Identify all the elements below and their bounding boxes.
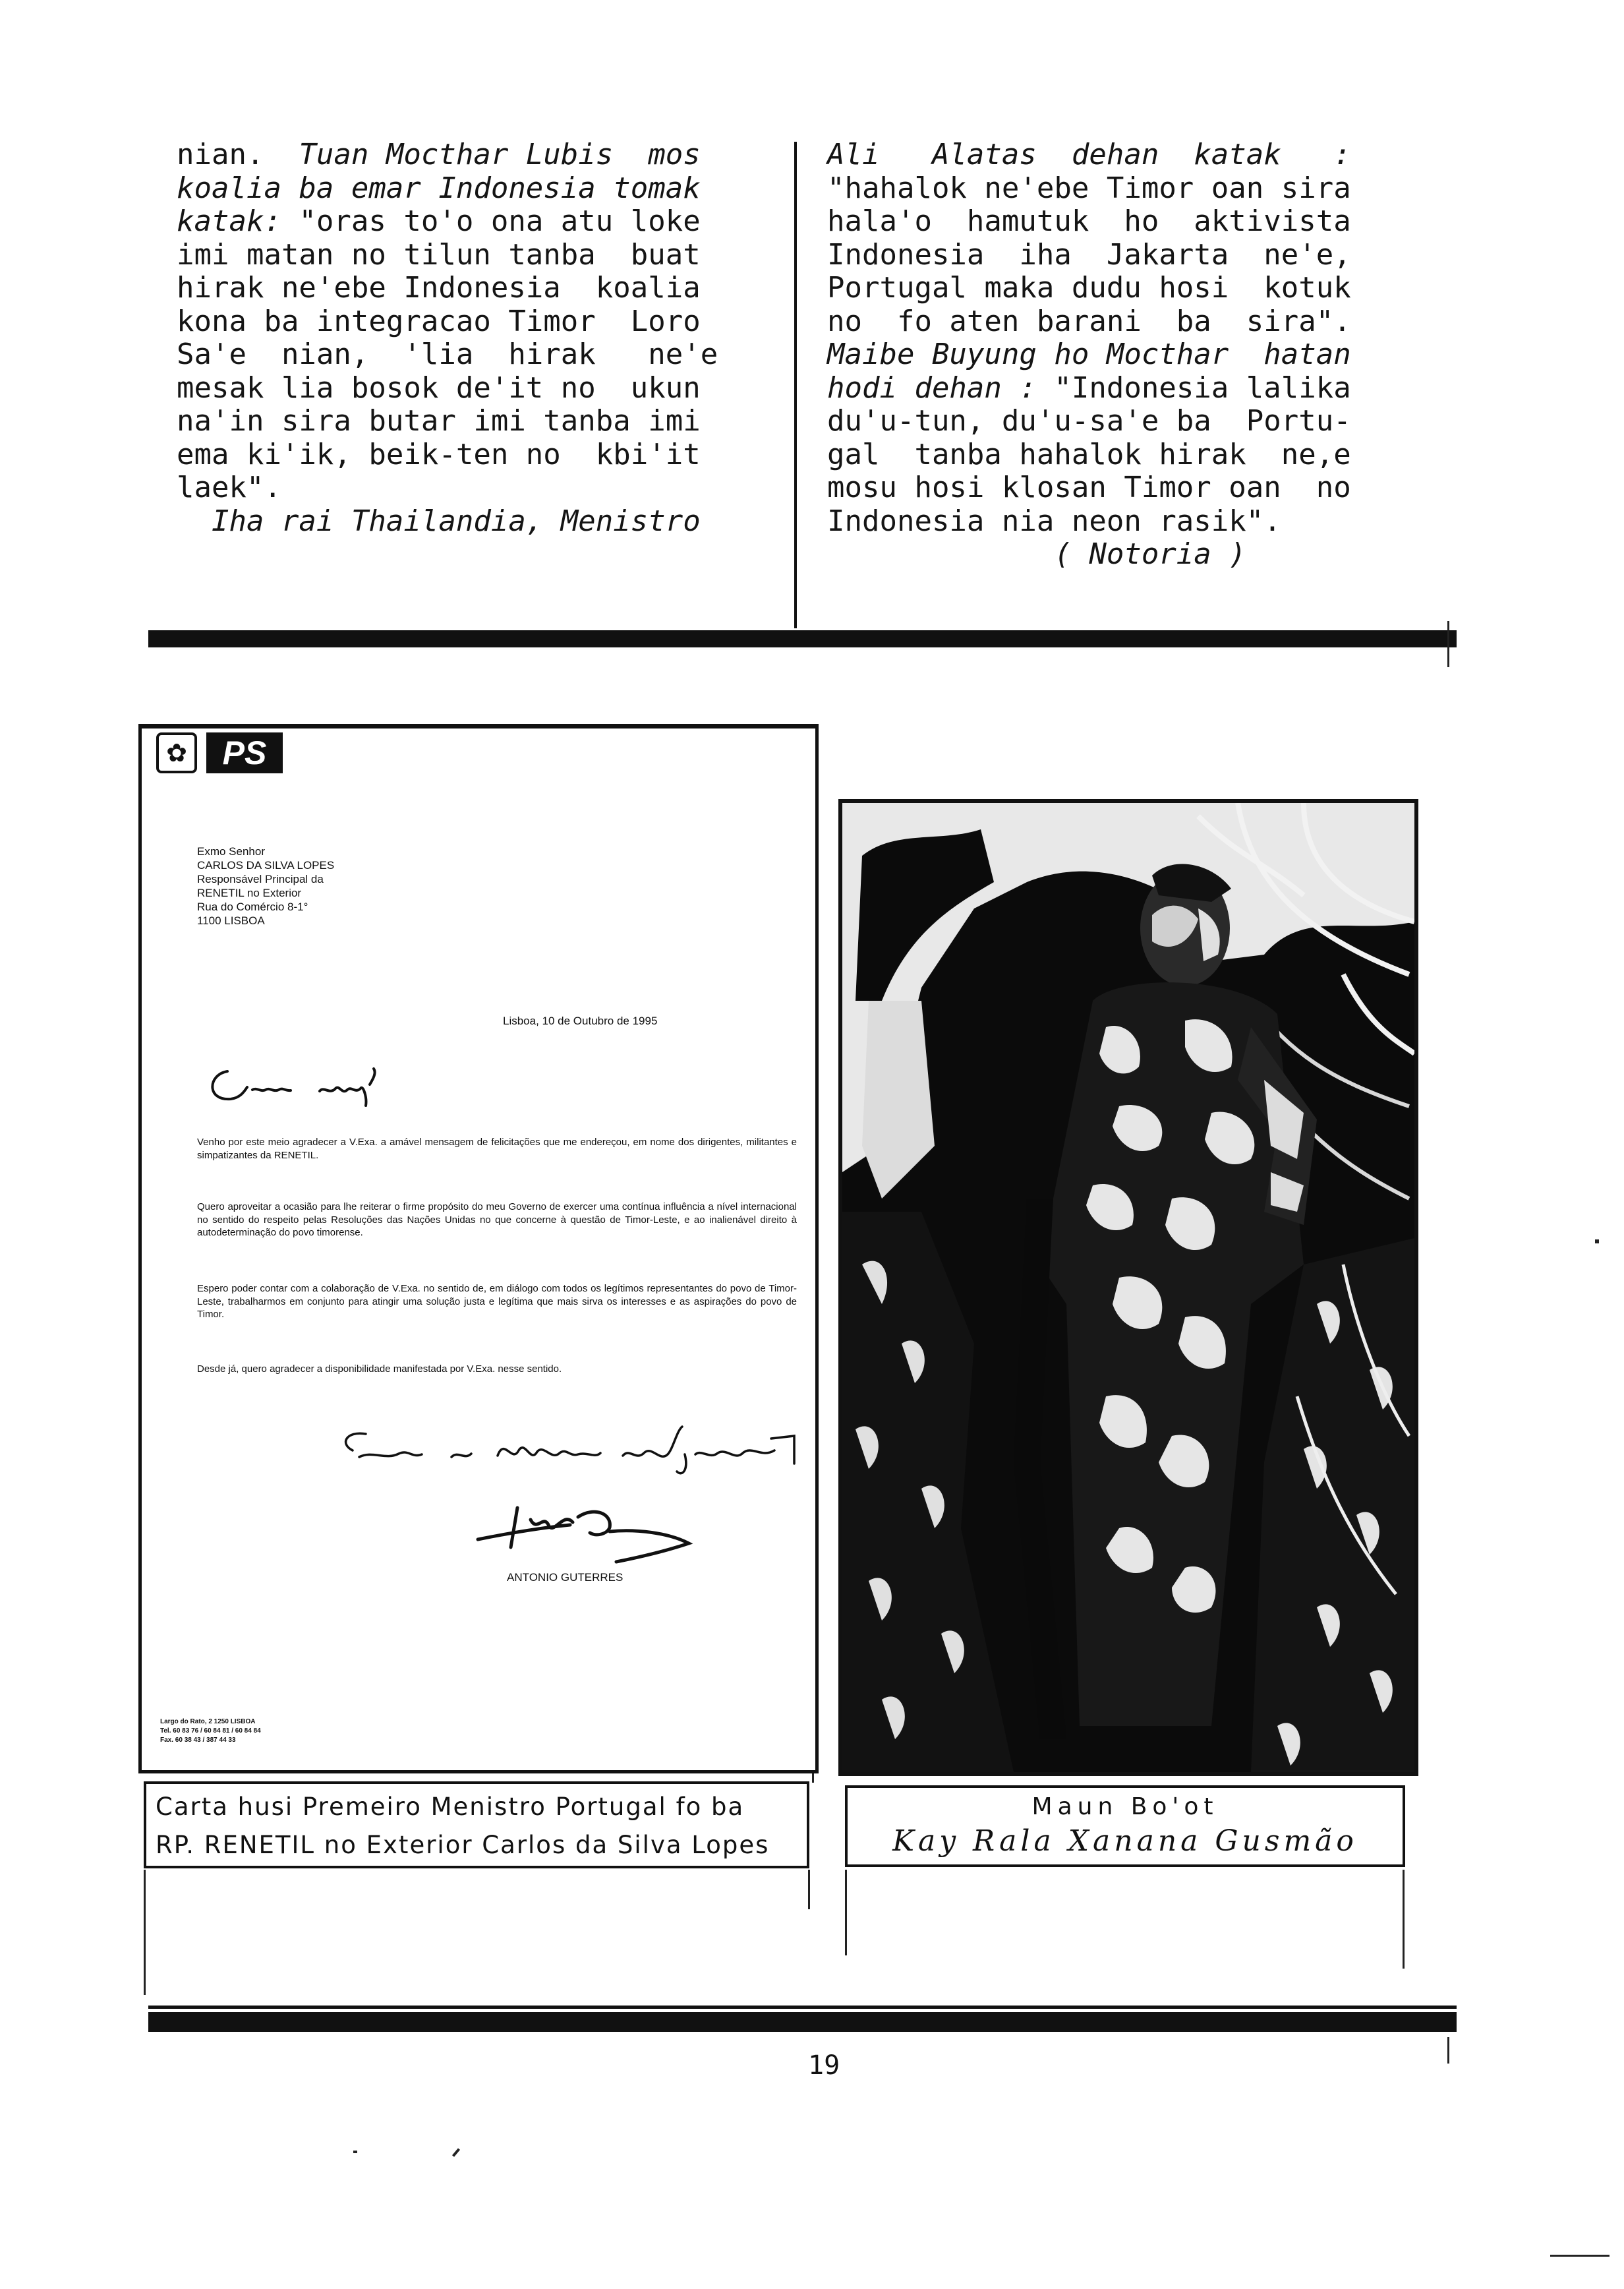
article-left-column xyxy=(177,138,718,538)
party-logo xyxy=(156,732,288,773)
scan-speck xyxy=(1550,2255,1610,2257)
footer-line: Tel. 60 83 76 / 60 84 81 / 60 84 84 xyxy=(160,1727,261,1735)
article-line: du'u-tun, du'u-sa'e ba Portu- xyxy=(827,404,1351,438)
footer-line: Fax. 60 38 43 / 387 44 33 xyxy=(160,1737,236,1744)
article-line: hodi dehan : "Indonesia lalika xyxy=(827,371,1351,405)
article-line: mosu hosi klosan Timor oan no xyxy=(827,471,1351,504)
article-line: ( Notoria ) xyxy=(827,537,1246,571)
xanana-gusmao-photo xyxy=(838,799,1418,1776)
article-line: hala'o hamutuk ho aktivista xyxy=(827,204,1351,238)
article-line: Maibe Buyung ho Mocthar hatan xyxy=(827,338,1351,371)
frame-line xyxy=(812,1773,814,1783)
article-right-column xyxy=(827,138,1351,572)
top-divider-bar xyxy=(148,630,1457,647)
address-line: CARLOS DA SILVA LOPES xyxy=(197,859,335,872)
photo-image xyxy=(842,803,1414,1772)
article-line: gal tanba hahalok hirak ne,e xyxy=(827,437,1351,471)
handwritten-closing xyxy=(339,1424,801,1477)
page-number: 19 xyxy=(808,2050,840,2081)
caption-line: Carta husi Premeiro Menistro Portugal fo ba xyxy=(156,1793,745,1821)
article-line: laek". xyxy=(177,471,281,504)
handwritten-signature xyxy=(471,1493,702,1566)
bottom-divider-bar xyxy=(148,2012,1457,2032)
scan-speck xyxy=(353,2151,357,2153)
letter-paragraph: Espero poder contar com a colaboração de V.Exa. no sentido de, em diálogo com todos os legítimos representantes do povo de Timor-Leste, trabalharmos em conjunto para atingir uma solução justa e legítima que mais sirva os interesses e as aspirações do povo de Timor. xyxy=(197,1283,797,1320)
letterhead-footer xyxy=(160,1717,261,1745)
frame-line xyxy=(1403,1870,1405,1969)
frame-line xyxy=(144,1870,146,1995)
scan-speck xyxy=(1595,1239,1599,1243)
article-line: Indonesia iha Jakarta ne'e, xyxy=(827,237,1351,272)
footer-line: Largo do Rato, 2 1250 LISBOA xyxy=(160,1718,256,1725)
article-line: nian. Tuan Mocthar Lubis mos xyxy=(177,138,701,171)
article-line: imi matan no tilun tanba buat xyxy=(177,237,701,272)
frame-line xyxy=(808,1870,810,1909)
address-line: 1100 LISBOA xyxy=(197,914,265,927)
article-line: Sa'e nian, 'lia hirak ne'e xyxy=(177,338,718,371)
article-line: ema ki'ik, beik-ten no kbi'it xyxy=(177,437,701,471)
article-line: mesak lia bosok de'it no ukun xyxy=(177,371,701,405)
letter-paragraph: Desde já, quero agradecer a disponibilidade manifestada por V.Exa. nesse sentido. xyxy=(197,1363,562,1375)
address-line: Rua do Comércio 8-1° xyxy=(197,901,308,913)
letter-panel xyxy=(138,724,819,1773)
scan-speck xyxy=(452,2148,460,2156)
address-line: Responsável Principal da xyxy=(197,873,324,885)
caption-line: RP. RENETIL no Exterior Carlos da Silva Lopes xyxy=(156,1831,770,1859)
recipient-address xyxy=(197,845,334,928)
ps-logo-text: PS xyxy=(206,732,283,773)
address-line: RENETIL no Exterior xyxy=(197,887,302,899)
article-line: katak: "oras to'o ona atu loke xyxy=(177,204,701,238)
article-line: na'in sira butar imi tanba imi xyxy=(177,404,701,438)
column-divider xyxy=(794,142,797,628)
letter-date: Lisboa, 10 de Outubro de 1995 xyxy=(503,1015,658,1027)
article-line: kona ba integracao Timor Loro xyxy=(177,304,701,338)
article-line: hirak ne'ebe Indonesia koalia xyxy=(177,271,701,305)
article-line: Iha rai Thailandia, Menistro xyxy=(177,504,701,538)
signatory-name: ANTONIO GUTERRES xyxy=(507,1571,624,1584)
article-line: no fo aten barani ba sira". xyxy=(827,304,1351,338)
letter-paragraph: Quero aproveitar a ocasião para lhe reiterar o firme propósito do meu Governo de exercer uma contínua influência a nível internacional no sentido do respeito pelas Resoluções das Nações Unidas no que concerne à questão de Timor-Leste, e ao inalienável direito à autodeterminação do povo timorense. xyxy=(197,1201,797,1238)
article-line: Portugal maka dudu hosi kotuk xyxy=(827,271,1351,305)
article-line: Ali Alatas dehan katak : xyxy=(827,138,1351,171)
letter-paragraph: Venho por este meio agradecer a V.Exa. a amável mensagem de felicitações que me endereçou, em nome dos dirigentes, militantes e simpatizantes da RENETIL. xyxy=(197,1137,797,1161)
frame-line xyxy=(845,1870,847,1955)
edge-tick xyxy=(1447,621,1449,667)
handwritten-greeting xyxy=(201,1058,425,1117)
article-line: Indonesia nia neon rasik". xyxy=(827,504,1281,538)
letter-caption xyxy=(144,1781,809,1868)
address-line: Exmo Senhor xyxy=(197,845,265,858)
article-line: koalia ba emar Indonesia tomak xyxy=(177,171,701,205)
article-line: "hahalok ne'ebe Timor oan sira xyxy=(827,171,1351,205)
bottom-thin-bar xyxy=(148,2006,1457,2009)
photo-caption-name: Kay Rala Xanana Gusmão xyxy=(892,1824,1358,1858)
photo-caption xyxy=(845,1785,1405,1867)
rose-fist-icon: ✿ xyxy=(156,732,197,773)
edge-tick xyxy=(1447,2037,1449,2064)
photo-caption-title: Maun Bo'ot xyxy=(1031,1793,1219,1820)
